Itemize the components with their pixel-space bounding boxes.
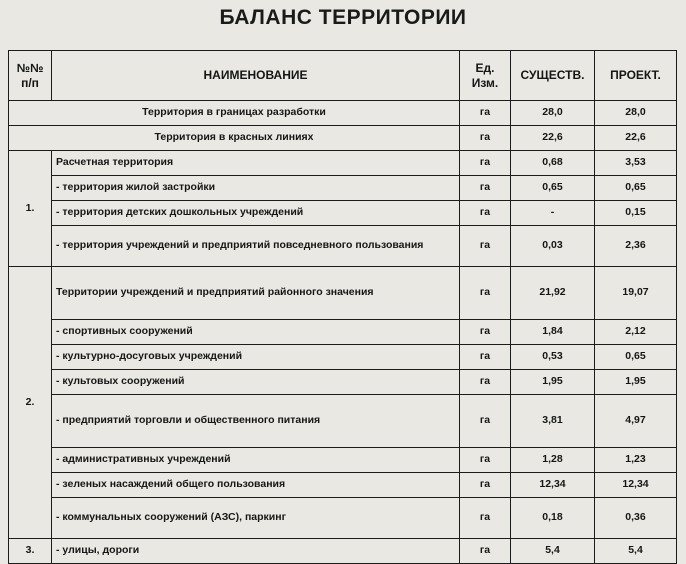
row-unit: га — [460, 345, 511, 370]
table-row — [9, 201, 677, 226]
row-name: - зеленых насаждений общего пользования — [52, 473, 460, 498]
row-name: - спортивных сооружений — [52, 320, 460, 345]
row-project: 2,36 — [595, 226, 677, 267]
row-project: 0,65 — [595, 345, 677, 370]
row-name: - предприятий торговли и общественного питания — [52, 395, 460, 448]
row-project: 3,53 — [595, 151, 677, 176]
row-current: 1,28 — [511, 448, 595, 473]
table-row — [9, 126, 677, 151]
row-project: 0,36 — [595, 498, 677, 539]
table-row — [9, 345, 677, 370]
table-header-row — [9, 51, 677, 101]
header-num: №№ п/п — [9, 51, 52, 101]
row-name: Территория в границах разработки — [9, 101, 460, 126]
row-name: Территория в красных линиях — [9, 126, 460, 151]
table-row — [9, 151, 677, 176]
row-project: 22,6 — [595, 126, 677, 151]
row-name: - территория жилой застройки — [52, 176, 460, 201]
table-row — [9, 101, 677, 126]
table-row — [9, 176, 677, 201]
row-project: 28,0 — [595, 101, 677, 126]
header-project: ПРОЕКТ. — [595, 51, 677, 101]
row-unit: га — [460, 126, 511, 151]
row-project: 12,34 — [595, 473, 677, 498]
row-number: 1. — [9, 151, 52, 267]
row-current: - — [511, 201, 595, 226]
row-name: - административных учреждений — [52, 448, 460, 473]
table-row — [9, 395, 677, 448]
row-current: 21,92 — [511, 267, 595, 320]
row-unit: га — [460, 539, 511, 564]
row-current: 1,95 — [511, 370, 595, 395]
row-current: 0,18 — [511, 498, 595, 539]
row-current: 22,6 — [511, 126, 595, 151]
row-current: 0,65 — [511, 176, 595, 201]
row-current: 0,53 — [511, 345, 595, 370]
table-row — [9, 267, 677, 320]
row-unit: га — [460, 151, 511, 176]
row-unit: га — [460, 201, 511, 226]
row-name: - культурно-досуговых учреждений — [52, 345, 460, 370]
row-project: 4,97 — [595, 395, 677, 448]
row-unit: га — [460, 101, 511, 126]
row-current: 0,03 — [511, 226, 595, 267]
table-row — [9, 226, 677, 267]
row-unit: га — [460, 320, 511, 345]
row-unit: га — [460, 176, 511, 201]
table-row — [9, 370, 677, 395]
row-current: 0,68 — [511, 151, 595, 176]
row-name: - улицы, дороги — [52, 539, 460, 564]
row-current: 3,81 — [511, 395, 595, 448]
row-current: 28,0 — [511, 101, 595, 126]
row-unit: га — [460, 498, 511, 539]
row-current: 5,4 — [511, 539, 595, 564]
row-project: 19,07 — [595, 267, 677, 320]
row-unit: га — [460, 226, 511, 267]
row-number: 3. — [9, 539, 52, 564]
header-unit: Ед. Изм. — [460, 51, 511, 101]
table-row — [9, 448, 677, 473]
row-name: - территория детских дошкольных учреждений — [52, 201, 460, 226]
row-unit: га — [460, 267, 511, 320]
table-row — [9, 498, 677, 539]
row-name: Расчетная территория — [52, 151, 460, 176]
territory-balance-table — [8, 50, 677, 564]
row-name: - коммунальных сооружений (АЗС), паркинг — [52, 498, 460, 539]
row-current: 1,84 — [511, 320, 595, 345]
header-current: СУЩЕСТВ. — [511, 51, 595, 101]
table-row — [9, 473, 677, 498]
row-project: 0,15 — [595, 201, 677, 226]
row-project: 1,23 — [595, 448, 677, 473]
page-title: БАЛАНС ТЕРРИТОРИИ — [219, 6, 467, 29]
row-unit: га — [460, 395, 511, 448]
row-project: 1,95 — [595, 370, 677, 395]
row-name: - территория учреждений и предприятий повседневного пользования — [52, 226, 460, 267]
row-current: 12,34 — [511, 473, 595, 498]
row-project: 0,65 — [595, 176, 677, 201]
row-number: 2. — [9, 267, 52, 539]
header-name: НАИМЕНОВАНИЕ — [52, 51, 460, 101]
row-project: 5,4 — [595, 539, 677, 564]
row-unit: га — [460, 473, 511, 498]
row-name: - культовых сооружений — [52, 370, 460, 395]
row-unit: га — [460, 370, 511, 395]
row-name: Территории учреждений и предприятий районного значения — [52, 267, 460, 320]
row-project: 2,12 — [595, 320, 677, 345]
table-row — [9, 320, 677, 345]
row-unit: га — [460, 448, 511, 473]
